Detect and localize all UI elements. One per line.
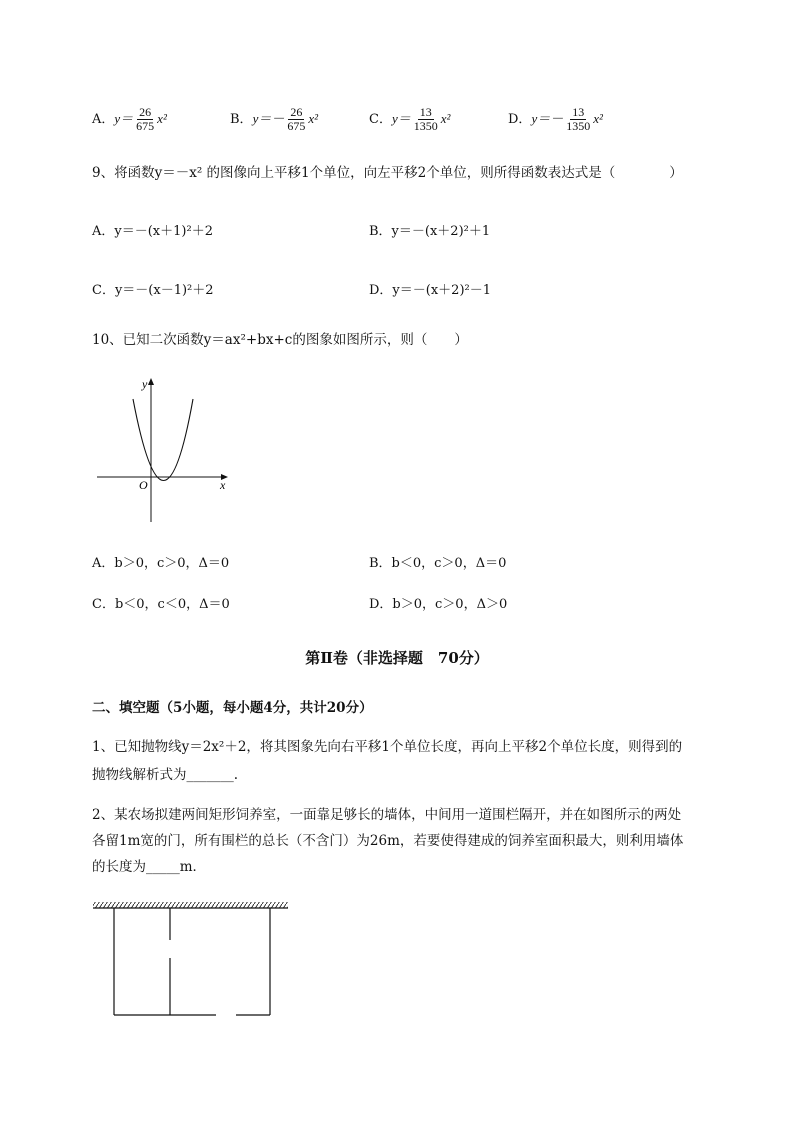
y-axis-label: y — [142, 377, 148, 391]
q8-option-a: A．y＝ $\frac{26}{675}$ x² — [92, 105, 167, 133]
fill2-line3: 的长度为_____m． — [92, 859, 207, 875]
q10-question: 10、已知二次函数y＝ax²+bx+c的图象如图所示，则（ ） — [92, 332, 468, 348]
part2-title: 第Ⅱ卷（非选择题 70分） — [305, 649, 489, 667]
fill1-line2: 抛物线解析式为_______. — [92, 767, 239, 783]
parabola-curve — [133, 399, 193, 481]
parabola-graph — [92, 372, 242, 527]
q8-option-c: C．y＝ $\frac{13}{1350}$ x² — [369, 105, 451, 133]
q9-option-c: C．y＝－(x－1)²＋2 — [92, 283, 214, 298]
x-axis-label: x — [220, 478, 226, 492]
section2-heading: 二、填空题（5小题，每小题4分，共计20分） — [92, 700, 373, 716]
q9-option-d: D．y＝－(x＋2)²－1 — [369, 283, 491, 298]
enclosure-diagram — [90, 898, 295, 1023]
fill2-line1: 2、某农场拟建两间矩形饲养室，一面靠足够长的墙体，中间用一道围栏隔开，并在如图所示的两处 — [92, 807, 682, 823]
q9-option-b: B．y＝－(x＋2)²＋1 — [369, 224, 491, 239]
q10-option-a: A．b＞0，c＞0，Δ＝0 — [92, 556, 230, 571]
q9-question: 9、将函数y＝－x² 的图像向上平移1个单位，向左平移2个单位，则所得函数表达式是（ ） — [92, 165, 683, 181]
fill1-line1: 1、已知抛物线y＝2x²＋2，将其图象先向右平移1个单位长度，再向上平移2个单位长度，则得到的 — [92, 739, 683, 755]
q8-option-b: B．y＝－ $\frac{26}{675}$ x² — [230, 105, 319, 133]
y-axis-arrow — [148, 378, 154, 385]
fill2-line2: 各留1m宽的门，所有围栏的总长（不含门）为26m，若要使得建成的饲养室面积最大，则利用墙体 — [92, 833, 684, 849]
wall-hatching — [93, 902, 288, 908]
q10-option-b: B．b＜0，c＞0，Δ＝0 — [369, 556, 507, 571]
origin-label: O — [139, 478, 148, 492]
q8-option-d: D．y＝－ $\frac{13}{1350}$ x² — [508, 105, 603, 133]
q9-option-a: A．y＝－(x＋1)²＋2 — [92, 224, 213, 239]
q10-option-c: C．b＜0，c＜0，Δ＝0 — [92, 597, 230, 612]
q10-option-d: D．b＞0，c＞0，Δ＞0 — [369, 597, 508, 612]
